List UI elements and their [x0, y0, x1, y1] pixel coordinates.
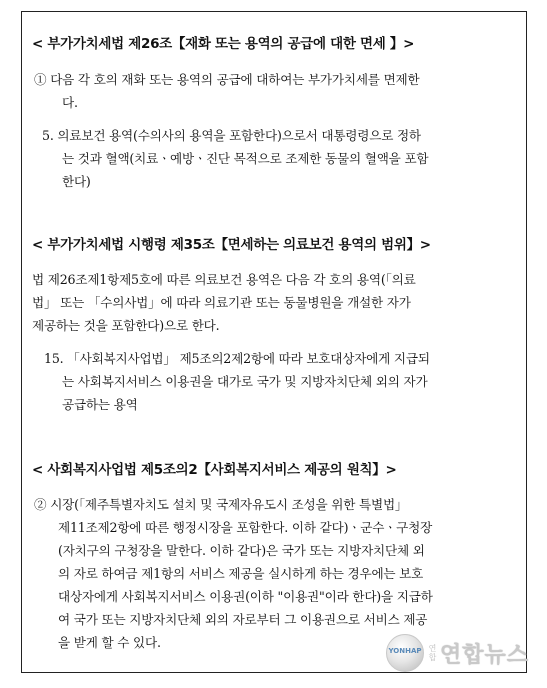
section-3-line-5: 대상자에게 사회복지서비스 이용권(이하 "이용권"이라 한다)을 지급하 [58, 589, 433, 604]
section-3-line-2: 제11조제2항에 따른 행정시장을 포함한다. 이하 같다)ㆍ군수ㆍ구청장 [58, 520, 433, 535]
section-3-line-1: ② 시장(「제주특별자치도 설치 및 국제자유도시 조성을 위한 특별법」 [34, 497, 408, 512]
section-3-line-6: 여 국가 또는 지방자치단체 외의 자로부터 그 이용권으로 서비스 제공 [58, 612, 428, 627]
section-3-line-4: 의 자로 하여금 제1항의 서비스 제공을 실시하게 하는 경우에는 보호 [58, 566, 424, 581]
section-2-heading: < 부가가치세법 시행령 제35조【면세하는 의료보건 용역의 범위】> [32, 237, 431, 253]
section-1-line-2: 다. [62, 95, 78, 110]
section-1-line-4: 는 것과 혈액(치료ㆍ예방ㆍ진단 목적으로 조제한 동물의 혈액을 포함 [62, 151, 429, 166]
yonhap-watermark [386, 634, 529, 672]
section-2-line-1: 법 제26조제1항제5호에 따른 의료보건 용역은 다음 각 호의 용역(「의료 [32, 272, 416, 287]
yonhap-logo-icon [386, 634, 424, 672]
section-2-line-6: 공급하는 용역 [62, 397, 138, 412]
section-3-line-7: 을 받게 할 수 있다. [58, 635, 161, 650]
section-1-line-3: 5. 의료보건 용역(수의사의 용역을 포함한다)으로서 대통령령으로 정하 [42, 128, 421, 143]
section-1-line-1: ① 다음 각 호의 재화 또는 용역의 공급에 대하여는 부가가치세를 면제한 [34, 72, 420, 87]
yonhap-logo-text: YONHAP [388, 647, 422, 655]
section-2-line-2: 법」 또는 「수의사법」에 따라 의료기관 또는 동물병원을 개설한 자가 [32, 295, 411, 310]
section-3-heading: < 사회복지사업법 제5조의2【사회복지서비스 제공의 원칙】> [32, 462, 397, 478]
section-3-line-3: (자치구의 구청장을 말한다. 이하 같다)은 국가 또는 지방자치단체 외 [58, 543, 425, 558]
document-frame [21, 11, 527, 673]
section-2-line-5: 는 사회복지서비스 이용권을 대가로 국가 및 지방자치단체 외의 자가 [62, 374, 428, 389]
section-2-line-4: 15. 「사회복지사업법」 제5조의2제2항에 따라 보호대상자에게 지급되 [44, 351, 430, 366]
section-1-line-5: 한다) [62, 174, 91, 189]
watermark-side-text: 연합 [428, 644, 437, 662]
watermark-text: 연합뉴스 [439, 642, 529, 668]
section-1-heading: < 부가가치세법 제26조【재화 또는 용역의 공급에 대한 면세 】> [32, 36, 415, 52]
section-2-line-3: 제공하는 것을 포함한다)으로 한다. [32, 318, 220, 333]
